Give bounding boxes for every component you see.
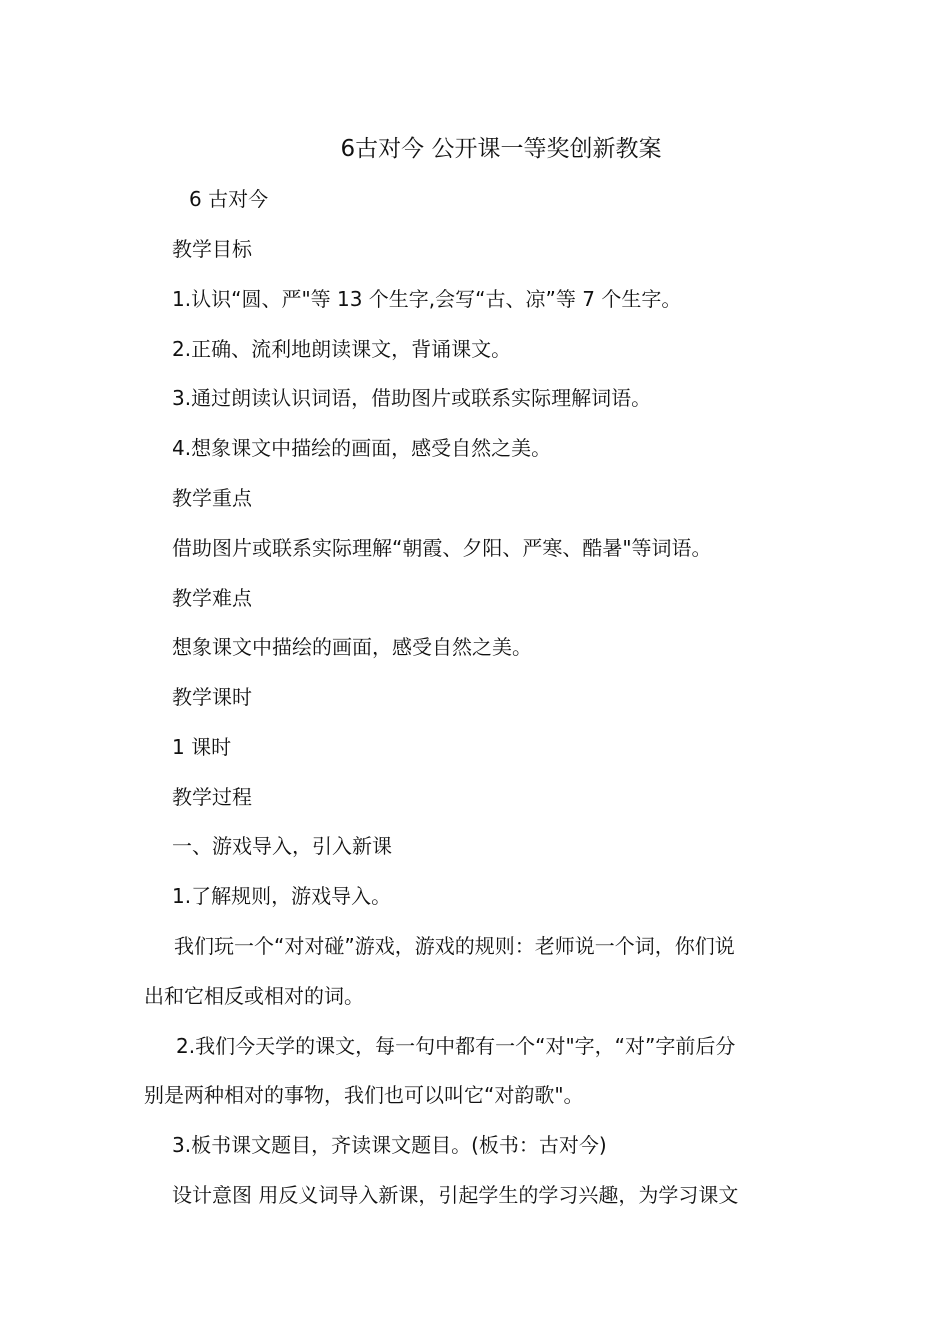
paragraph: 借助图片或联系实际理解“朝霞、夕阳、严寒、酷暑"等词语。 [172, 536, 712, 560]
goal-item: 3.通过朗读认识词语，借助图片或联系实际理解词语。 [172, 386, 652, 410]
section-heading-process: 教学过程 [172, 785, 252, 809]
paragraph: 3.板书课文题目，齐读课文题目。(板书：古对今) [172, 1133, 607, 1157]
section-heading-difficulties: 教学难点 [172, 586, 252, 610]
paragraph: 1.了解规则，游戏导入。 [172, 884, 392, 908]
sub-heading: 一、游戏导入，引入新课 [172, 834, 392, 858]
document-title: 6古对今 公开课一等奖创新教案 [340, 136, 662, 162]
paragraph: 设计意图 用反义词导入新课，引起学生的学习兴趣，为学习课文 [172, 1183, 739, 1207]
goal-item: 4.想象课文中描绘的画面，感受自然之美。 [172, 436, 552, 460]
paragraph-continuation: 出和它相反或相对的词。 [144, 984, 364, 1008]
section-heading-class-hours: 教学课时 [172, 685, 252, 709]
goal-item: 1.认识“圆、严"等 13 个生字,会写“古、凉”等 7 个生字。 [172, 287, 682, 311]
paragraph-continuation: 别是两种相对的事物，我们也可以叫它“对韵歌"。 [144, 1083, 584, 1107]
paragraph: 1 课时 [172, 735, 232, 759]
lesson-heading: 6 古对今 [189, 187, 269, 211]
paragraph: 2.我们今天学的课文，每一句中都有一个“对"字，“对”字前后分 [176, 1034, 736, 1058]
paragraph: 我们玩一个“对对碰”游戏，游戏的规则：老师说一个词，你们说 [174, 934, 735, 958]
section-heading-goals: 教学目标 [172, 237, 252, 261]
section-heading-key-points: 教学重点 [172, 486, 252, 510]
paragraph: 想象课文中描绘的画面，感受自然之美。 [172, 635, 532, 659]
goal-item: 2.正确、流利地朗读课文，背诵课文。 [172, 337, 512, 361]
